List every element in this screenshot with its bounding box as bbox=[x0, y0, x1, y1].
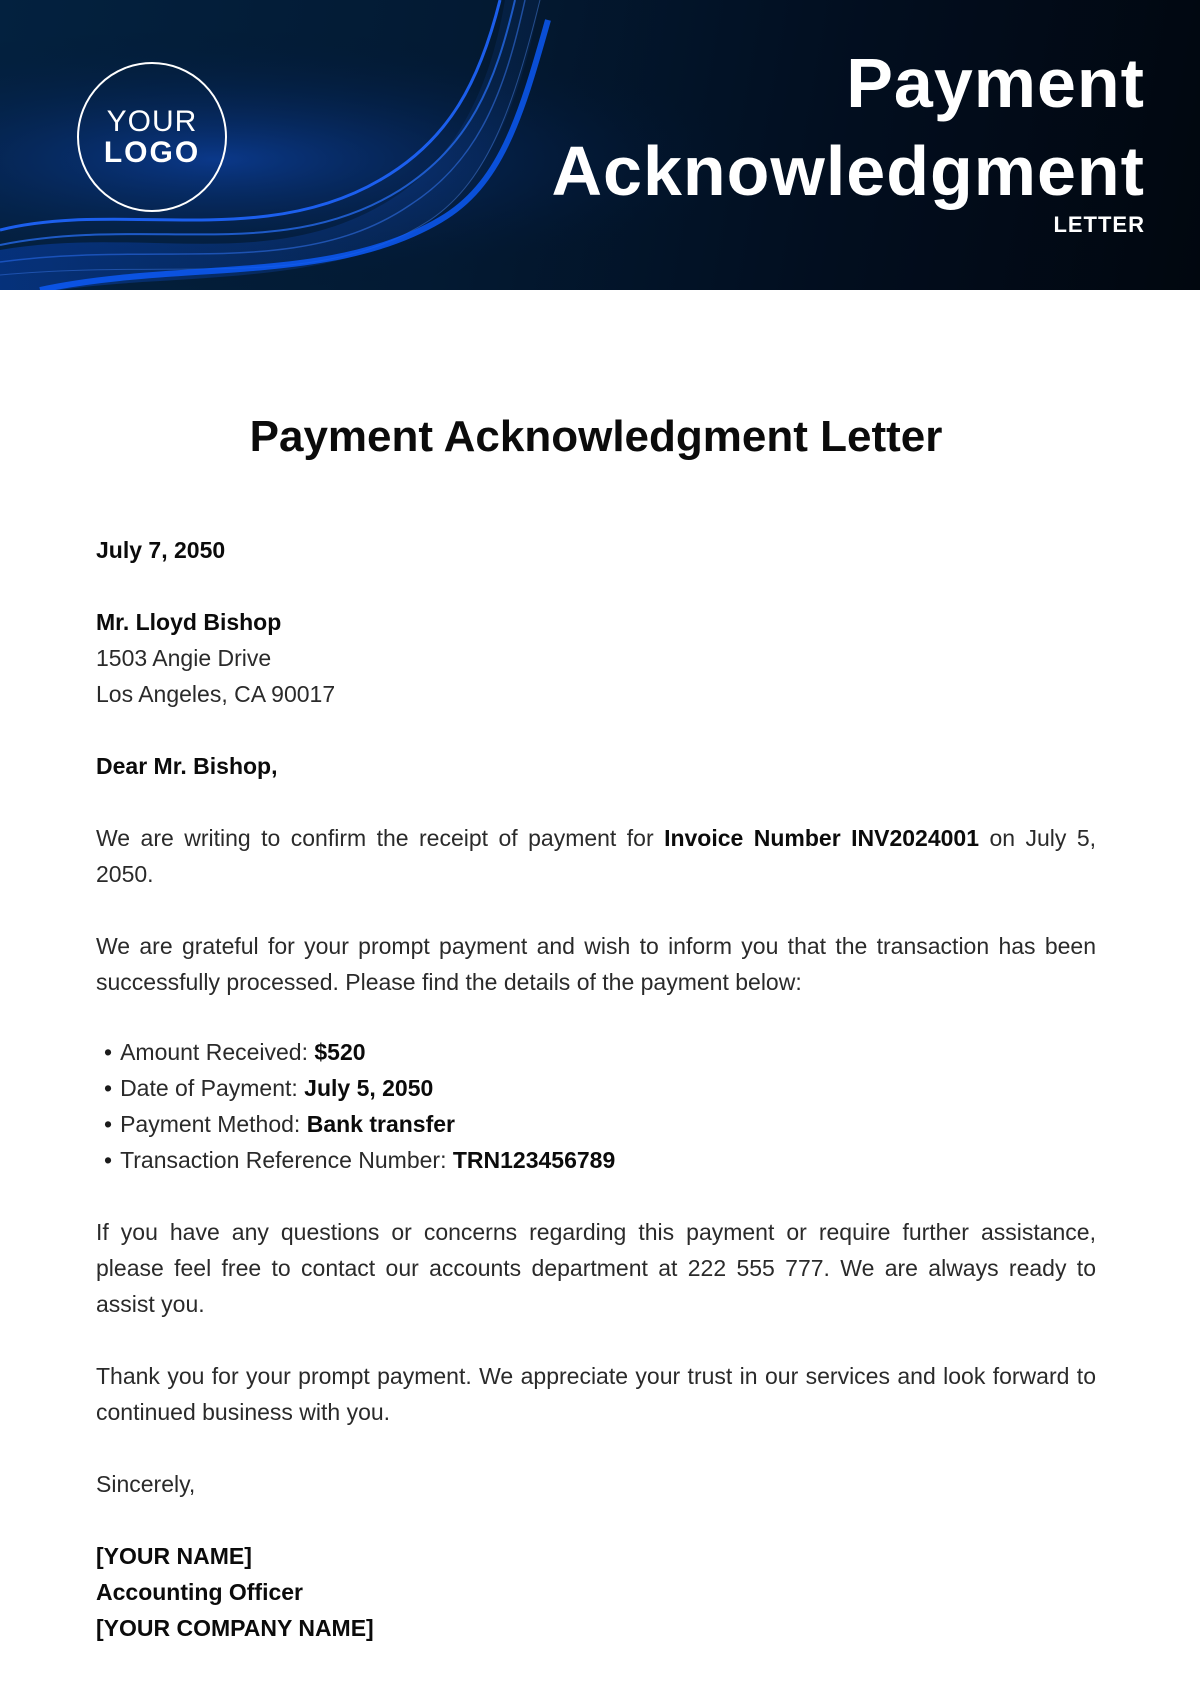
detail-amount-label: Amount Received: bbox=[120, 1039, 315, 1065]
paragraph-confirmation-pre: We are writing to confirm the receipt of payment for bbox=[96, 825, 665, 851]
detail-amount-value: $520 bbox=[314, 1039, 366, 1065]
paragraph-confirmation bbox=[96, 820, 1096, 892]
paragraph-thanks: Thank you for your prompt payment. We appreciate your trust in our services and look forward to continued business with you. bbox=[96, 1363, 1096, 1425]
company-logo bbox=[77, 62, 227, 212]
banner-title-line3: LETTER bbox=[1053, 212, 1145, 237]
letter-date: July 7, 2050 bbox=[96, 537, 226, 563]
detail-date-label: Date of Payment: bbox=[120, 1075, 305, 1101]
banner-title-line1: Payment bbox=[846, 44, 1145, 122]
payment-details-list bbox=[104, 1034, 615, 1178]
paragraph-confirmation-post: on July 5, 2050. bbox=[96, 825, 1096, 887]
invoice-number: Invoice Number INV2024001 bbox=[664, 825, 979, 851]
banner-title bbox=[551, 40, 1145, 238]
signature-position: Accounting Officer bbox=[96, 1579, 304, 1605]
detail-date-value: July 5, 2050 bbox=[304, 1075, 434, 1101]
paragraph-gratitude: We are grateful for your prompt payment and wish to inform you that the transaction has been successfully processed. Please find the details of the payment below: bbox=[96, 933, 1096, 995]
detail-reference-value: TRN123456789 bbox=[452, 1147, 616, 1173]
recipient-name: Mr. Lloyd Bishop bbox=[96, 609, 282, 635]
document-title: Payment Acknowledgment Letter bbox=[249, 412, 943, 461]
closing: Sincerely, bbox=[96, 1471, 196, 1497]
detail-method bbox=[104, 1106, 615, 1142]
detail-reference bbox=[104, 1142, 615, 1178]
recipient-address-line1: 1503 Angie Drive bbox=[96, 645, 272, 671]
salutation: Dear Mr. Bishop, bbox=[96, 753, 278, 779]
detail-method-value: Bank transfer bbox=[306, 1111, 455, 1137]
detail-method-label: Payment Method: bbox=[120, 1111, 307, 1137]
detail-amount bbox=[104, 1034, 615, 1070]
header-banner bbox=[0, 0, 1200, 290]
recipient-address-line2: Los Angeles, CA 90017 bbox=[96, 681, 336, 707]
banner-title-line2: Acknowledgment bbox=[551, 132, 1145, 210]
detail-reference-label: Transaction Reference Number: bbox=[120, 1147, 453, 1173]
signature-name: [YOUR NAME] bbox=[96, 1543, 252, 1569]
detail-date bbox=[104, 1070, 615, 1106]
paragraph-questions: If you have any questions or concerns regarding this payment or require further assistance, please feel free to contact our accounts department at 222 555 777. We are always ready to assist you. bbox=[96, 1219, 1096, 1317]
signature-company: [YOUR COMPANY NAME] bbox=[96, 1615, 374, 1641]
logo-text-logo: LOGO bbox=[103, 136, 201, 169]
logo-text-your: YOUR bbox=[106, 104, 198, 138]
